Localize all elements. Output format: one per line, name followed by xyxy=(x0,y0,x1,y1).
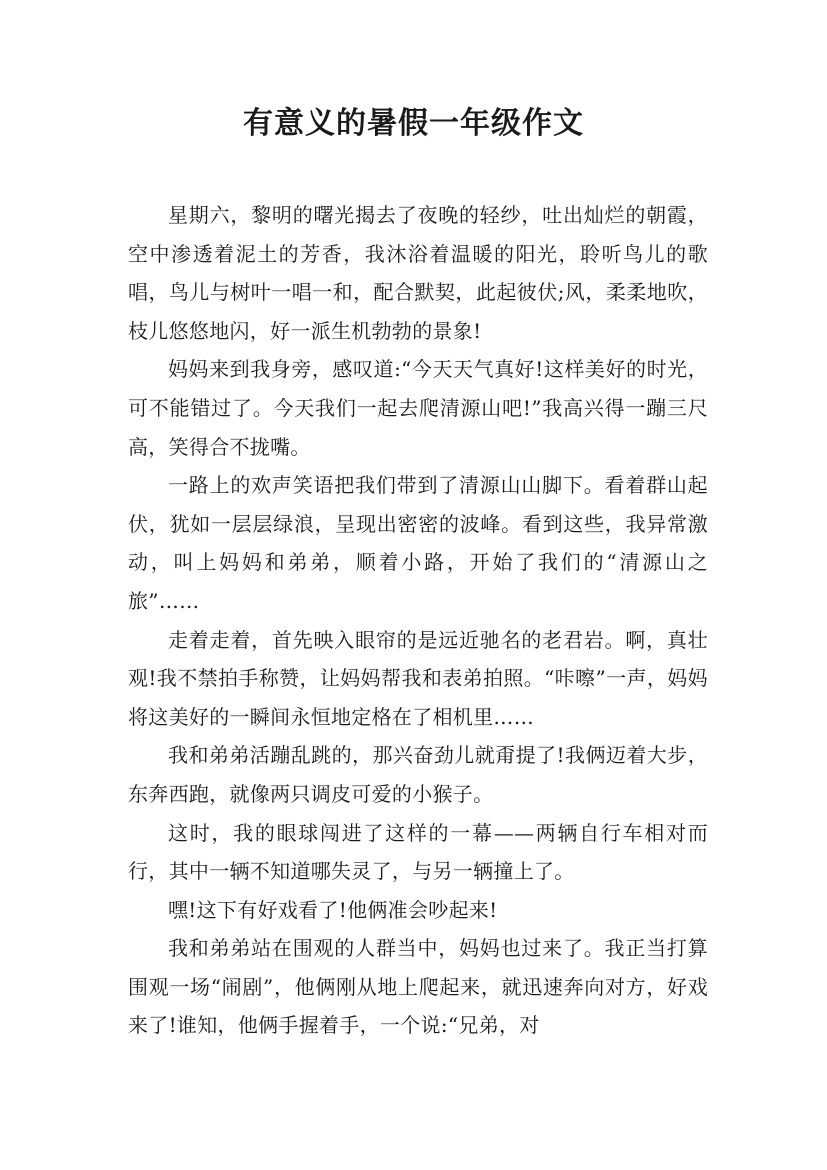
paragraph-2: 妈妈来到我身旁，感叹道:“今天天气真好!这样美好的时光，可不能错过了。今天我们一起去爬清源山吧!”我高兴得一蹦三尺高，笑得合不拢嘴。 xyxy=(128,357,708,459)
paragraph-4: 走着走着，首先映入眼帘的是远近驰名的老君岩。啊，真壮观!我不禁拍手称赞，让妈妈帮我和表弟拍照。“咔嚓”一声，妈妈将这美好的一瞬间永恒地定格在了相机里…… xyxy=(128,627,708,729)
document-body xyxy=(128,196,708,1045)
paragraph-1: 星期六，黎明的曙光揭去了夜晚的轻纱，吐出灿烂的朝霞，空中渗透着泥土的芳香，我沐浴着温暖的阳光，聆听鸟儿的歌唱，鸟儿与树叶一唱一和，配合默契，此起彼伏;风，柔柔地吹，枝儿悠悠地闪，好一派生机勃勃的景象! xyxy=(128,203,708,343)
paragraph-7: 嘿!这下有好戏看了!他俩准会吵起来! xyxy=(168,897,498,922)
document-title: 有意义的暑假一年级作文 xyxy=(243,106,584,141)
paragraph-5: 我和弟弟活蹦乱跳的，那兴奋劲儿就甭提了!我俩迈着大步，东奔西跑，就像两只调皮可爱的小猴子。 xyxy=(128,743,708,806)
paragraph-3: 一路上的欢声笑语把我们带到了清源山山脚下。看着群山起伏，犹如一层层绿浪，呈现出密密的波峰。看到这些，我异常激动，叫上妈妈和弟弟，顺着小路，开始了我们的“清源山之旅”…… xyxy=(128,473,708,613)
paragraph-8: 我和弟弟站在围观的人群当中，妈妈也过来了。我正当打算围观一场“闹剧”，他俩刚从地上爬起来，就迅速奔向对方，好戏来了!谁知，他俩手握着手，一个说:“兄弟，对 xyxy=(128,936,708,1038)
paragraph-6: 这时，我的眼球闯进了这样的一幕——两辆自行车相对而行，其中一辆不知道哪失灵了，与另一辆撞上了。 xyxy=(128,820,708,884)
